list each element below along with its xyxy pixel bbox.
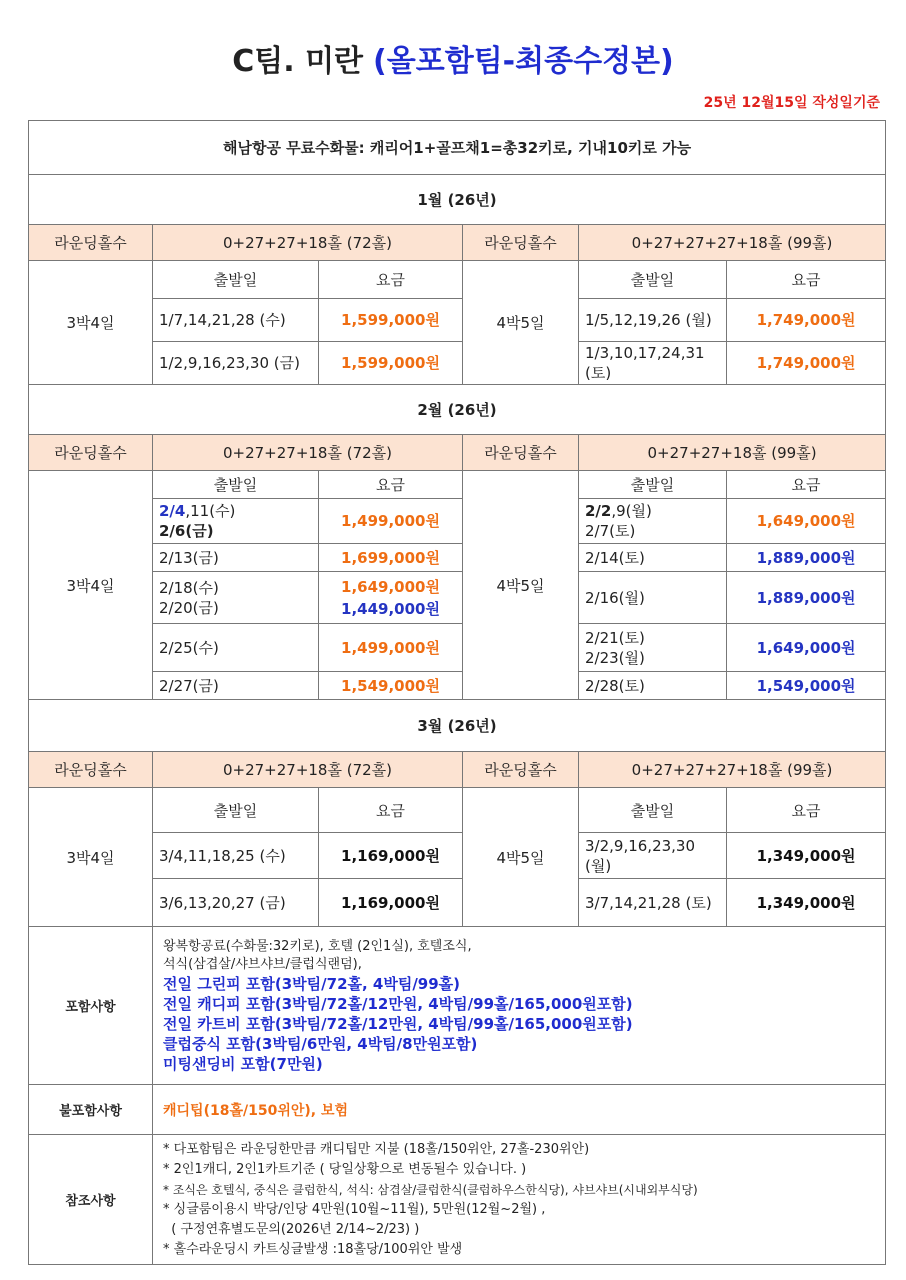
included-line: 전일 그린피 포함(3박팀/72홀, 4박팀/99홀): [163, 974, 461, 993]
price-value: 1,749,000원: [727, 342, 886, 385]
rounds-99: 0+27+27+27+18홀 (99홀): [579, 225, 886, 261]
excluded-label: 불포함사항: [29, 1085, 153, 1135]
price-value: 1,749,000원: [727, 299, 886, 342]
rounding-label: 라운딩홀수: [463, 752, 579, 788]
included-line: 석식(삼겹살/샤브샤브/클럽식랜덤),: [163, 956, 362, 972]
stay-3n4d: 3박4일: [29, 261, 153, 385]
departure-dates: 3/2,9,16,23,30 (월): [579, 833, 727, 879]
departure-dates: 3/4,11,18,25 (수): [153, 833, 319, 879]
included-line: 왕복항공료(수화물:32키로), 호텔 (2인1실), 호텔조식,: [163, 938, 472, 954]
departure-dates: 2/14(토): [579, 544, 727, 572]
depart-header: 출발일: [153, 471, 319, 499]
note-line: ( 구정연휴별도문의(2026년 2/14~2/23) ): [163, 1221, 420, 1237]
month-title: 1월 (26년): [29, 175, 886, 225]
highlight-date: 2/6(금): [159, 522, 214, 540]
price-value: 1,499,000원: [319, 624, 463, 672]
price-value: 1,169,000원: [319, 833, 463, 879]
departure-dates: 2/2,9(월) 2/7(토): [579, 499, 727, 544]
price-value: 1,599,000원: [319, 342, 463, 385]
departure-dates: 3/7,14,21,28 (토): [579, 879, 727, 927]
price-value: 1,499,000원: [319, 499, 463, 544]
included-list: [153, 927, 886, 1085]
note-line: * 2인1캐디, 2인1카트기준 ( 당일상황으로 변동될수 있습니다. ): [163, 1161, 527, 1177]
departure-dates: 2/28(토): [579, 672, 727, 700]
date-note: 25년 12월15일 작성일기준: [703, 95, 880, 111]
departure-dates: 1/2,9,16,23,30 (금): [153, 342, 319, 385]
departure-dates: 2/4,11(수) 2/6(금): [153, 499, 319, 544]
departure-dates: 2/27(금): [153, 672, 319, 700]
rounding-label: 라운딩홀수: [29, 435, 153, 471]
price-value: 1,349,000원: [727, 833, 886, 879]
included-label: 포함사항: [29, 927, 153, 1085]
rounds-72: 0+27+27+18홀 (72홀): [153, 435, 463, 471]
rounding-label: 라운딩홀수: [29, 752, 153, 788]
notes-label: 참조사항: [29, 1135, 153, 1265]
included-line: 전일 카트비 포함(3박팀/72홀/12만원, 4박팀/99홀/165,000원포함): [163, 1014, 633, 1033]
departure-dates: 2/21(토) 2/23(월): [579, 624, 727, 672]
stay-4n5d: 4박5일: [463, 788, 579, 927]
depart-header: 출발일: [579, 788, 727, 833]
price-value: 1,889,000원: [727, 572, 886, 624]
rounds-72: 0+27+27+18홀 (72홀): [153, 225, 463, 261]
departure-dates: 1/7,14,21,28 (수): [153, 299, 319, 342]
departure-dates: 1/5,12,19,26 (월): [579, 299, 727, 342]
highlight-date: 2/4: [159, 502, 186, 520]
depart-header: 출발일: [153, 788, 319, 833]
price-header: 요금: [727, 471, 886, 499]
baggage-banner: 해남항공 무료수화물: 캐리어1+골프채1=총32키로, 기내10키로 가능: [29, 121, 886, 175]
price-header: 요금: [727, 788, 886, 833]
included-line: 클럽중식 포함(3박팀/6만원, 4박팀/8만원포함): [163, 1034, 478, 1053]
price-value: 1,549,000원: [319, 672, 463, 700]
rounds-72: 0+27+27+18홀 (72홀): [153, 752, 463, 788]
price-header: 요금: [727, 261, 886, 299]
departure-dates: 3/6,13,20,27 (금): [153, 879, 319, 927]
note-line: * 다포함팀은 라운딩한만큼 캐디팁만 지불 (18홀/150위안, 27홀-230위안): [163, 1141, 590, 1157]
price-value: 1,169,000원: [319, 879, 463, 927]
title-main: C팀. 미란: [232, 44, 364, 79]
highlight-date: 2/2: [585, 502, 612, 520]
rounding-label: 라운딩홀수: [29, 225, 153, 261]
rounding-label: 라운딩홀수: [463, 435, 579, 471]
included-line: 미팅샌딩비 포함(7만원): [163, 1054, 323, 1073]
price-value: 1,649,000원 1,449,000원: [319, 572, 463, 624]
note-line: * 홀수라운딩시 카트싱글발생 :18홀당/100위안 발생: [163, 1241, 463, 1257]
rounding-label: 라운딩홀수: [463, 225, 579, 261]
price-header: 요금: [319, 471, 463, 499]
departure-dates: 2/18(수) 2/20(금): [153, 572, 319, 624]
included-line: 전일 캐디피 포함(3박팀/72홀/12만원, 4박팀/99홀/165,000원포함): [163, 994, 633, 1013]
depart-header: 출발일: [153, 261, 319, 299]
excluded-text: 캐디팁(18홀/150위안), 보험: [153, 1085, 886, 1135]
notes-list: [153, 1135, 886, 1265]
rounds-99: 0+27+27+18홀 (99홀): [579, 435, 886, 471]
stay-4n5d: 4박5일: [463, 471, 579, 700]
stay-3n4d: 3박4일: [29, 788, 153, 927]
month-title: 2월 (26년): [29, 385, 886, 435]
depart-header: 출발일: [579, 471, 727, 499]
departure-dates: 1/3,10,17,24,31 (토): [579, 342, 727, 385]
note-line: * 조식은 호텔식, 중식은 클럽한식, 석식: 삼겹살/클럽한식(클럽하우스한식당), 샤브샤브(시내외부식당): [163, 1182, 698, 1197]
rounds-99: 0+27+27+27+18홀 (99홀): [579, 752, 886, 788]
depart-header: 출발일: [579, 261, 727, 299]
title-sub: (올포함팀-최종수정본): [373, 44, 674, 79]
note-line: * 싱글룸이용시 박당/인당 4만원(10월~11월), 5만원(12월~2월) ,: [163, 1201, 546, 1217]
price-value: 1,549,000원: [727, 672, 886, 700]
price-value: 1,699,000원: [319, 544, 463, 572]
departure-dates: 2/25(수): [153, 624, 319, 672]
price-value: 1,889,000원: [727, 544, 886, 572]
month-title: 3월 (26년): [29, 700, 886, 752]
page-title: [0, 36, 906, 80]
price-value: 1,599,000원: [319, 299, 463, 342]
stay-4n5d: 4박5일: [463, 261, 579, 385]
price-value: 1,649,000원: [727, 499, 886, 544]
price-value: 1,349,000원: [727, 879, 886, 927]
price-header: 요금: [319, 261, 463, 299]
price-header: 요금: [319, 788, 463, 833]
stay-3n4d: 3박4일: [29, 471, 153, 700]
departure-dates: 2/13(금): [153, 544, 319, 572]
price-value: 1,649,000원: [727, 624, 886, 672]
departure-dates: 2/16(월): [579, 572, 727, 624]
price-table: [28, 120, 886, 1265]
